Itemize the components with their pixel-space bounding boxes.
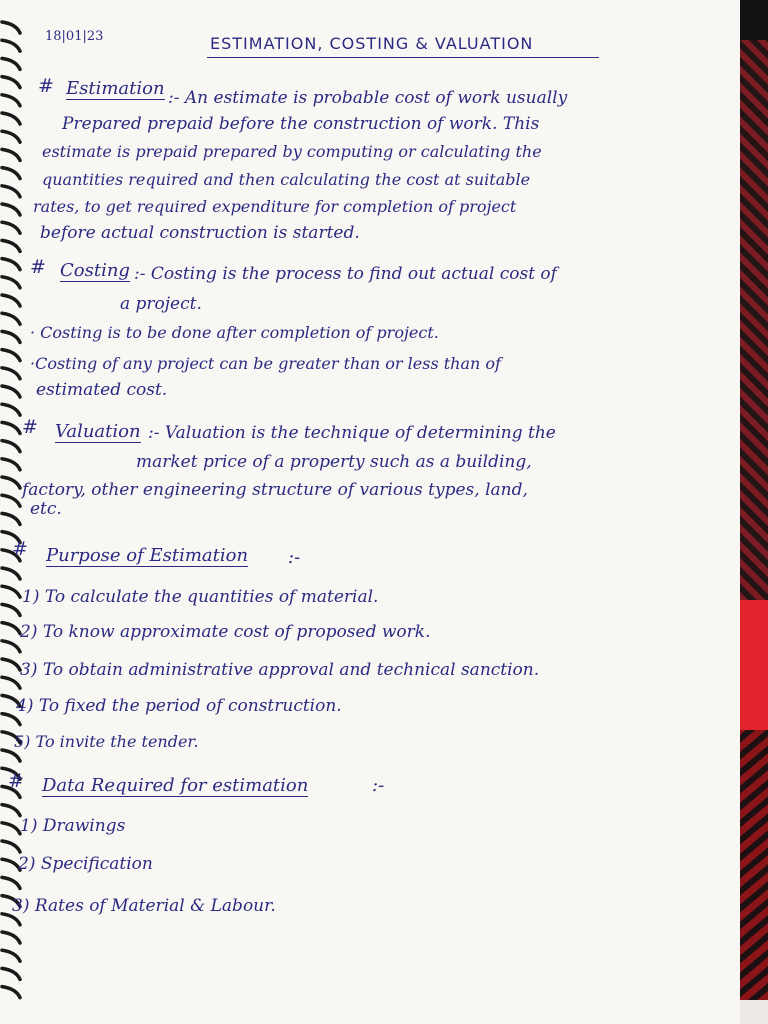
spiral-ring xyxy=(2,823,20,834)
spiral-ring xyxy=(2,877,20,888)
hash-marker: # xyxy=(30,256,46,278)
valuation-line: etc. xyxy=(30,499,62,519)
spiral-ring xyxy=(2,295,20,306)
hash-marker: # xyxy=(22,416,38,438)
fabric-band xyxy=(740,0,768,40)
date-label: 18|01|23 xyxy=(45,29,104,44)
spiral-ring xyxy=(2,313,20,324)
data-required-suffix: :- xyxy=(372,775,385,796)
valuation-line: market price of a property such as a building, xyxy=(136,452,532,472)
spiral-ring xyxy=(2,277,20,288)
spiral-ring xyxy=(2,131,20,142)
spiral-ring xyxy=(2,513,20,524)
page-title: ESTIMATION, COSTING & VALUATION xyxy=(210,34,534,53)
fabric-band xyxy=(740,1000,768,1024)
costing-line: :- Costing is the process to find out actual cost of xyxy=(134,264,557,284)
spiral-ring xyxy=(2,368,20,379)
valuation-heading: Valuation xyxy=(55,421,141,442)
title-underline xyxy=(207,57,599,58)
estimation-line: quantities required and then calculating the cost at suitable xyxy=(42,170,531,189)
spiral-ring xyxy=(2,350,20,361)
spiral-ring xyxy=(2,259,20,270)
spiral-ring xyxy=(2,641,20,652)
spiral-ring xyxy=(2,677,20,688)
spiral-ring xyxy=(2,805,20,816)
costing-bullet: estimated cost. xyxy=(36,380,168,400)
spiral-ring xyxy=(2,331,20,342)
spiral-ring xyxy=(2,950,20,961)
purpose-suffix: :- xyxy=(288,547,301,568)
spiral-ring xyxy=(2,932,20,943)
fabric-band xyxy=(740,40,768,600)
spiral-ring xyxy=(2,968,20,979)
data-required-item: 2) Specification xyxy=(18,854,153,874)
spiral-ring xyxy=(2,204,20,215)
spiral-ring xyxy=(2,149,20,160)
spiral-ring xyxy=(2,386,20,397)
estimation-line: estimate is prepaid prepared by computing or calculating the xyxy=(42,142,542,161)
spiral-ring xyxy=(2,77,20,88)
hash-marker: # xyxy=(8,770,24,792)
estimation-line: :- An estimate is probable cost of work usually xyxy=(168,88,568,108)
data-required-heading: Data Required for estimation xyxy=(42,775,309,796)
costing-bullet: ·Costing of any project can be greater than or less than of xyxy=(30,354,501,373)
costing-bullet: · Costing is to be done after completion of project. xyxy=(30,323,439,342)
spiral-ring xyxy=(2,58,20,69)
spiral-ring xyxy=(2,495,20,506)
spiral-ring xyxy=(2,186,20,197)
hash-marker: # xyxy=(38,75,54,97)
purpose-heading: Purpose of Estimation xyxy=(46,545,249,566)
spiral-ring xyxy=(2,422,20,433)
spiral-ring xyxy=(2,750,20,761)
spiral-ring xyxy=(2,586,20,597)
spiral-ring xyxy=(2,441,20,452)
purpose-item: 2) To know approximate cost of proposed work. xyxy=(20,622,431,642)
spiral-ring xyxy=(2,168,20,179)
spiral-ring xyxy=(2,459,20,470)
estimation-line: before actual construction is started. xyxy=(40,223,360,243)
estimation-line: rates, to get required expenditure for completion of project xyxy=(33,197,517,216)
spiral-ring xyxy=(2,22,20,33)
spiral-ring xyxy=(2,95,20,106)
spiral-ring xyxy=(2,568,20,579)
purpose-item: 1) To calculate the quantities of material. xyxy=(22,587,379,607)
hash-marker: # xyxy=(12,538,28,560)
spiral-ring xyxy=(2,404,20,415)
purpose-item: 4) To fixed the period of construction. xyxy=(16,696,342,716)
spiral-ring xyxy=(2,113,20,124)
costing-line: a project. xyxy=(120,294,202,314)
estimation-heading: Estimation xyxy=(66,78,165,99)
spiral-ring xyxy=(2,240,20,251)
data-required-item: 1) Drawings xyxy=(20,816,126,836)
fabric-band xyxy=(740,600,768,730)
purpose-item: 5) To invite the tender. xyxy=(14,732,199,751)
purpose-item: 3) To obtain administrative approval and technical sanction. xyxy=(20,660,540,680)
estimation-line: Prepared prepaid before the construction of work. This xyxy=(62,114,540,134)
spiral-ring xyxy=(2,659,20,670)
fabric-band xyxy=(740,730,768,1000)
background-fabric xyxy=(740,0,768,1024)
data-required-item: 3) Rates of Material & Labour. xyxy=(12,896,276,916)
spiral-ring xyxy=(2,222,20,233)
spiral-ring xyxy=(2,40,20,51)
spiral-ring xyxy=(2,604,20,615)
spiral-ring xyxy=(2,477,20,488)
spiral-ring xyxy=(2,987,20,998)
costing-heading: Costing xyxy=(60,260,130,281)
spiral-ring xyxy=(2,623,20,634)
spiral-ring xyxy=(2,841,20,852)
valuation-line: :- Valuation is the technique of determining the xyxy=(148,423,556,443)
valuation-line: factory, other engineering structure of various types, land, xyxy=(22,480,528,500)
